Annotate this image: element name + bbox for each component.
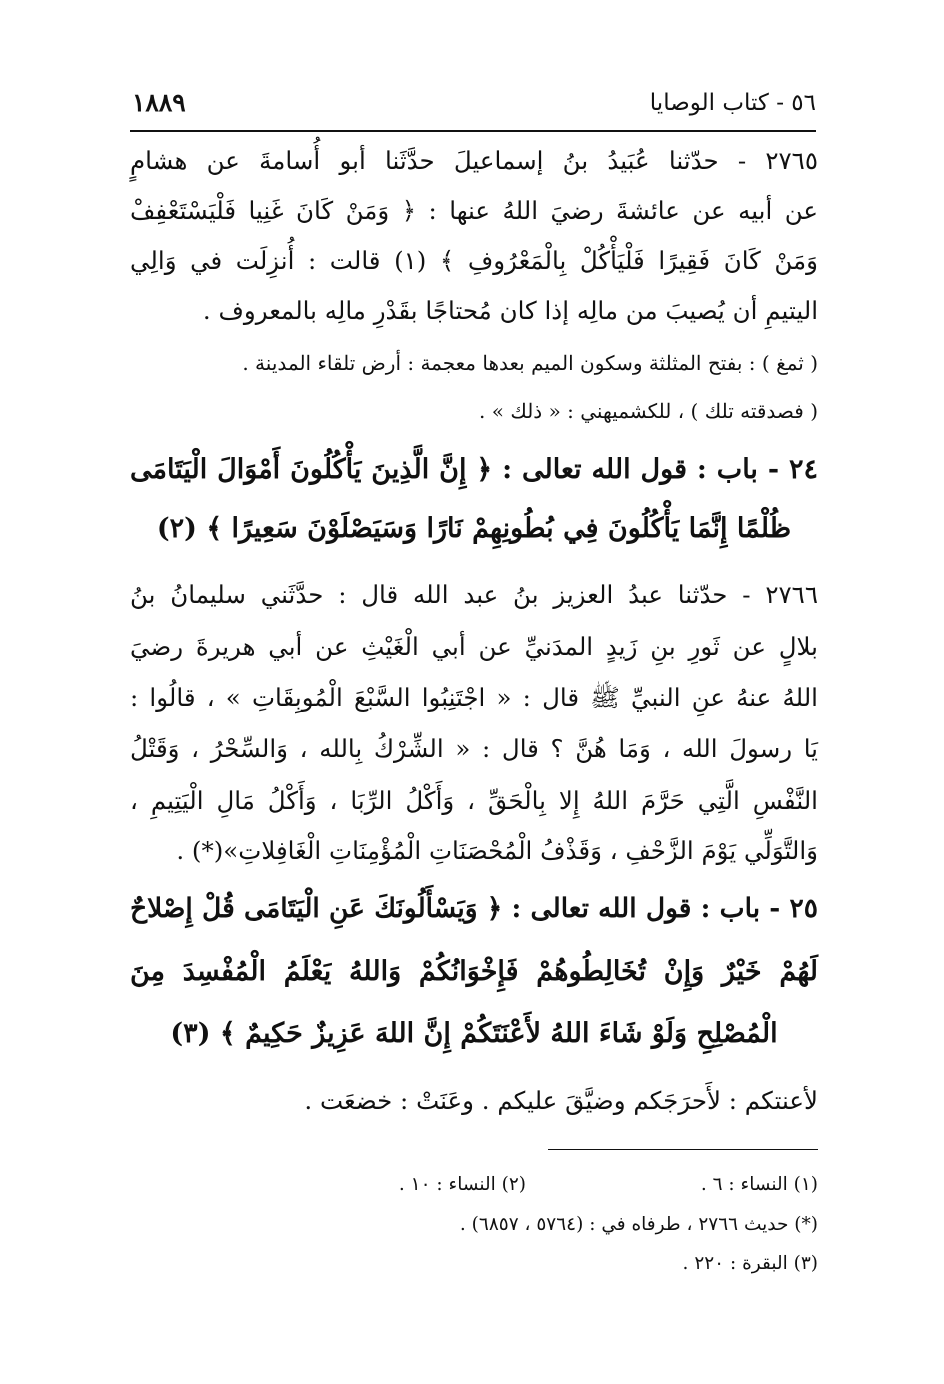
hadith-2766-line-1: ٢٧٦٦ - حدّثنا عبدُ العزيز بنُ عبد الله قال : حدَّثَني سليمانُ بنُ	[130, 580, 818, 609]
page-header	[132, 84, 816, 130]
chapter-title: ٥٦ - كتاب الوصايا	[649, 90, 816, 116]
footnote-2: (٢) النساء : ١٠ .	[398, 1174, 526, 1195]
chapter-25-heading-line-3: الْمُصْلِحِ وَلَوْ شَاءَ اللهُ لأَعْنَتَكُمْ إِنَّ اللهَ عَزِيزٌ حَكِيمٌ ﴾ (٣)	[170, 1018, 778, 1049]
hadith-2766-line-3: اللهُ عنهُ عنِ النبيِّ ﷺ قال : « اجْتَنِبُوا السَّبْعَ الْمُوبِقَاتِ » ، قالُوا :	[130, 683, 818, 712]
commentary-line-2: ( فصدقته تلك ) ، للكشميهني : « ذلك » .	[479, 399, 818, 423]
hadith-2766-line-4: يَا رسولَ الله ، وَمَا هُنَّ ؟ قال : « الشِّرْكُ بِالله ، وَالسِّحْرُ ، وَقَتْلُ	[130, 734, 818, 763]
footnote-rule	[548, 1149, 818, 1150]
chapter-25-heading-line-2: لَهُمْ خَيْرٌ وَإِنْ تُخَالِطُوهُمْ فَإِخْوَانُكُمْ وَاللهُ يَعْلَمُ الْمُفْسِدَ مِنَ	[130, 956, 818, 987]
hadith-2765-line-3: وَمَنْ كَانَ فَقِيرًا فَلْيَأْكُلْ بِالْمَعْرُوفِ ﴾ (١) قالت : أُنزِلَت في وَالِي	[130, 246, 818, 275]
footnote-3: (٣) البقرة : ٢٢٠ .	[682, 1253, 818, 1274]
page-number: ١٨٨٩	[132, 88, 186, 117]
hadith-2766-line-6: وَالتَّوَلِّي يَوْمَ الزَّحْفِ ، وَقَذْفُ الْمُحْصَنَاتِ الْمُؤْمِنَاتِ الْغَافِلاتِ»(*) .	[176, 836, 818, 865]
header-rule	[130, 130, 816, 132]
hadith-2765-line-2: عن أبيه عن عائشةَ رضيَ اللهُ عنها : ﴿ وَمَنْ كَانَ غَنِيا فَلْيَسْتَعْفِفْ	[130, 196, 818, 225]
chapter-24-heading-line-1: ٢٤ - باب : قول الله تعالى : ﴿ إِنَّ الَّذِينَ يَأْكُلُونَ أَمْوَالَ الْيَتَامَى	[130, 454, 818, 485]
chapter-25-heading-line-1: ٢٥ - باب : قول الله تعالى : ﴿ وَيَسْأَلُونَكَ عَنِ الْيَتَامَى قُلْ إِصْلاحٌ	[130, 893, 818, 924]
footnote-1: (١) النساء : ٦ .	[700, 1174, 818, 1195]
hadith-2765-line-4: اليتيمِ أن يُصيبَ من مالِه إذا كان مُحتاجًا بقَدْرِ مالِه بالمعروف .	[202, 296, 818, 325]
chapter-24-heading-line-2: ظُلْمًا إِنَّمَا يَأْكُلُونَ فِي بُطُونِهِمْ نَارًا وَسَيَصْلَوْنَ سَعِيرًا ﴾ (٢)	[156, 513, 792, 544]
hadith-2766-line-2: بلالٍ عن ثَورِ بنِ زَيدٍ المدَنيِّ عن أبي الْغَيْثِ عن أبي هريرةَ رضيَ	[130, 632, 818, 661]
footnote-star: (*) حديث ٢٧٦٦ ، طرفاه في : (٥٧٦٤ ، ٦٨٥٧) .	[459, 1214, 818, 1235]
hadith-2765-line-1: ٢٧٦٥ - حدّثنا عُبَيدُ بنُ إسماعيلَ حدَّثَنا أبو أُسامةَ عن هشامٍ	[130, 146, 818, 175]
commentary-line-1: ( ثمغ ) : بفتح المثلثة وسكون الميم بعدها معجمة : أرض تلقاء المدينة .	[242, 351, 818, 375]
commentary-line-3: لأعنتكم : لأَحرَجَكم وضيَّقَ عليكم . وعَنَتْ : خضعَت .	[304, 1086, 818, 1115]
hadith-2766-line-5: النَّفْسِ الَّتِي حَرَّمَ اللهُ إِلا بِالْحَقِّ ، وَأَكْلُ الرِّبَا ، وَأَكْلُ مَالِ الْيَتِيمِ ،	[130, 786, 818, 815]
